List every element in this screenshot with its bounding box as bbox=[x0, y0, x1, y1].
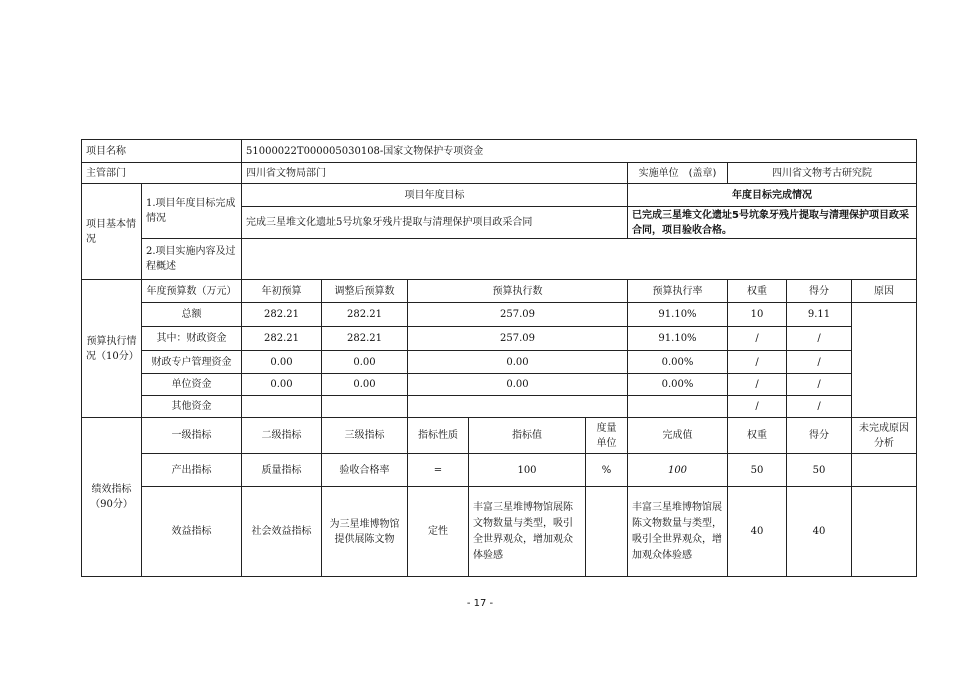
perf-header: 三级指标 bbox=[344, 430, 385, 441]
perf-cell: 效益指标 bbox=[171, 526, 212, 537]
impl-content-label-text: 2.项目实施内容及过程概述 bbox=[146, 246, 236, 272]
project-name-value: 51000022T000005030108-国家文物保护专项资金 bbox=[246, 145, 484, 157]
budget-cell: / bbox=[817, 356, 821, 368]
budget-cell bbox=[408, 396, 627, 417]
budget-cell: 257.09 bbox=[500, 333, 535, 344]
budget-cell: 0.00 bbox=[353, 379, 376, 390]
budget-cell: / bbox=[755, 333, 759, 344]
budget-cell: / bbox=[755, 356, 759, 368]
table-border-right bbox=[916, 139, 917, 576]
budget-row-name: 其他资金 bbox=[171, 401, 212, 412]
budget-cell: 0.00 bbox=[270, 379, 293, 390]
perf-cell: 产出指标 bbox=[171, 464, 212, 476]
budget-header: 预算执行率 bbox=[652, 285, 703, 297]
budget-header: 调整后预算数 bbox=[334, 285, 395, 297]
budget-cell: / bbox=[755, 379, 759, 390]
perf-header: 一级指标 bbox=[171, 430, 212, 441]
perf-cell: 质量指标 bbox=[261, 464, 302, 476]
budget-cell: 282.21 bbox=[264, 309, 299, 320]
perf-section-label-text: 绩效指标（90分） bbox=[90, 484, 133, 510]
dept-value: 四川省文物局部门 bbox=[246, 167, 326, 179]
basic-section-label-text: 项目基本情况 bbox=[86, 218, 136, 245]
perf-cell: 100 bbox=[667, 464, 688, 476]
perf-cell-text: 为三星堆博物馆提供展陈文物 bbox=[329, 518, 400, 545]
budget-cell: 282.21 bbox=[264, 333, 299, 344]
table-border-bottom bbox=[81, 576, 917, 577]
budget-cell: 282.21 bbox=[347, 309, 382, 320]
annual-goal-text: 完成三星堆文化遗址5号坑象牙残片提取与清理保护项目政采合同 bbox=[246, 217, 533, 228]
budget-row-name: 总额 bbox=[181, 309, 202, 320]
perf-cell: 100 bbox=[517, 464, 537, 476]
perf-cell: 定性 bbox=[428, 526, 448, 537]
project-name-label: 项目名称 bbox=[86, 145, 126, 157]
budget-cell bbox=[322, 396, 407, 417]
budget-section-label bbox=[82, 280, 141, 417]
budget-cell: / bbox=[817, 333, 821, 344]
budget-cell: 0.00 bbox=[506, 356, 529, 368]
perf-header: 权重 bbox=[747, 430, 767, 441]
perf-cell: 40 bbox=[812, 526, 826, 537]
budget-cell: 91.10% bbox=[658, 333, 697, 344]
perf-cell: 50 bbox=[750, 464, 764, 476]
budget-cell bbox=[628, 396, 727, 417]
perf-header: 二级指标 bbox=[261, 430, 302, 441]
perf-cell bbox=[322, 487, 407, 576]
completion-header: 年度目标完成情况 bbox=[732, 189, 812, 201]
budget-row-name: 财政专户管理资金 bbox=[151, 356, 232, 368]
budget-cell: 91.10% bbox=[658, 309, 697, 320]
perf-header bbox=[852, 418, 916, 453]
budget-cell: / bbox=[817, 401, 821, 412]
budget-cell: 282.21 bbox=[347, 333, 382, 344]
perf-cell: 验收合格率 bbox=[339, 464, 390, 476]
grid-line bbox=[141, 238, 917, 239]
budget-cell: 0.00% bbox=[661, 356, 694, 368]
perf-cell: 社会效益指标 bbox=[251, 526, 312, 537]
perf-cell bbox=[628, 487, 727, 576]
perf-cell-text: 丰富三星堆博物馆展陈文物数量与类型，吸引全世界观众，增加观众体验感 bbox=[632, 501, 722, 561]
perf-cell bbox=[852, 454, 916, 486]
budget-cell: 257.09 bbox=[500, 309, 535, 320]
perf-cell bbox=[852, 487, 916, 576]
budget-header: 预算执行数 bbox=[492, 285, 543, 297]
budget-cell: 10 bbox=[750, 309, 764, 320]
budget-row-name: 其中：财政资金 bbox=[156, 333, 227, 344]
perf-cell: = bbox=[433, 464, 443, 476]
budget-header: 年初预算 bbox=[261, 285, 302, 297]
perf-section-label bbox=[82, 418, 141, 576]
impl-unit-value: 四川省文物考古研究院 bbox=[772, 167, 872, 179]
perf-header-unit-text: 度量单位 bbox=[596, 422, 617, 449]
perf-cell bbox=[586, 487, 627, 576]
perf-cell bbox=[469, 487, 585, 576]
budget-header: 原因 bbox=[874, 285, 894, 297]
perf-header: 指标值 bbox=[512, 430, 542, 441]
perf-header: 指标性质 bbox=[418, 430, 458, 441]
budget-header: 年度预算数（万元） bbox=[146, 285, 237, 297]
budget-header: 权重 bbox=[747, 285, 767, 297]
budget-cell: / bbox=[817, 379, 821, 390]
budget-cell: 0.00% bbox=[661, 379, 694, 390]
budget-section-label-text: 预算执行情况（10分） bbox=[86, 335, 139, 362]
impl-content-label bbox=[142, 239, 241, 279]
budget-cell: 0.00 bbox=[506, 379, 529, 390]
budget-header: 得分 bbox=[809, 285, 829, 297]
perf-header-reason-text: 未完成原因分析 bbox=[859, 422, 909, 449]
perf-header: 完成值 bbox=[662, 430, 693, 441]
perf-header: 得分 bbox=[809, 430, 829, 441]
perf-cell-text: 丰富三星堆博物馆展陈文物数量与类型，吸引全世界观众，增加观众体验感 bbox=[473, 501, 573, 561]
perf-header bbox=[586, 418, 627, 453]
page-number: - 17 - bbox=[466, 598, 494, 609]
annual-goal-header: 项目年度目标 bbox=[404, 189, 465, 201]
dept-label: 主管部门 bbox=[86, 167, 126, 179]
perf-cell: 50 bbox=[812, 464, 826, 476]
impl-unit-label: 实施单位 (盖章) bbox=[638, 167, 717, 179]
budget-row-name: 单位资金 bbox=[171, 379, 212, 390]
goal-completion-label-text: 1.项目年度目标完成情况 bbox=[146, 198, 236, 224]
budget-cell bbox=[242, 396, 321, 417]
completion-text-content: 已完成三星堆文化遗址5号坑象牙残片提取与清理保护项目政采合同，项目验收合格。 bbox=[632, 209, 909, 236]
budget-cell: 9.11 bbox=[807, 309, 831, 320]
perf-cell: % bbox=[601, 464, 612, 476]
basic-section-label bbox=[82, 184, 141, 279]
goal-completion-label bbox=[142, 184, 241, 238]
budget-cell: 0.00 bbox=[353, 356, 376, 368]
perf-cell: 40 bbox=[750, 526, 764, 537]
budget-cell: 0.00 bbox=[270, 356, 293, 368]
completion-text bbox=[628, 207, 916, 238]
budget-cell: / bbox=[755, 401, 759, 412]
